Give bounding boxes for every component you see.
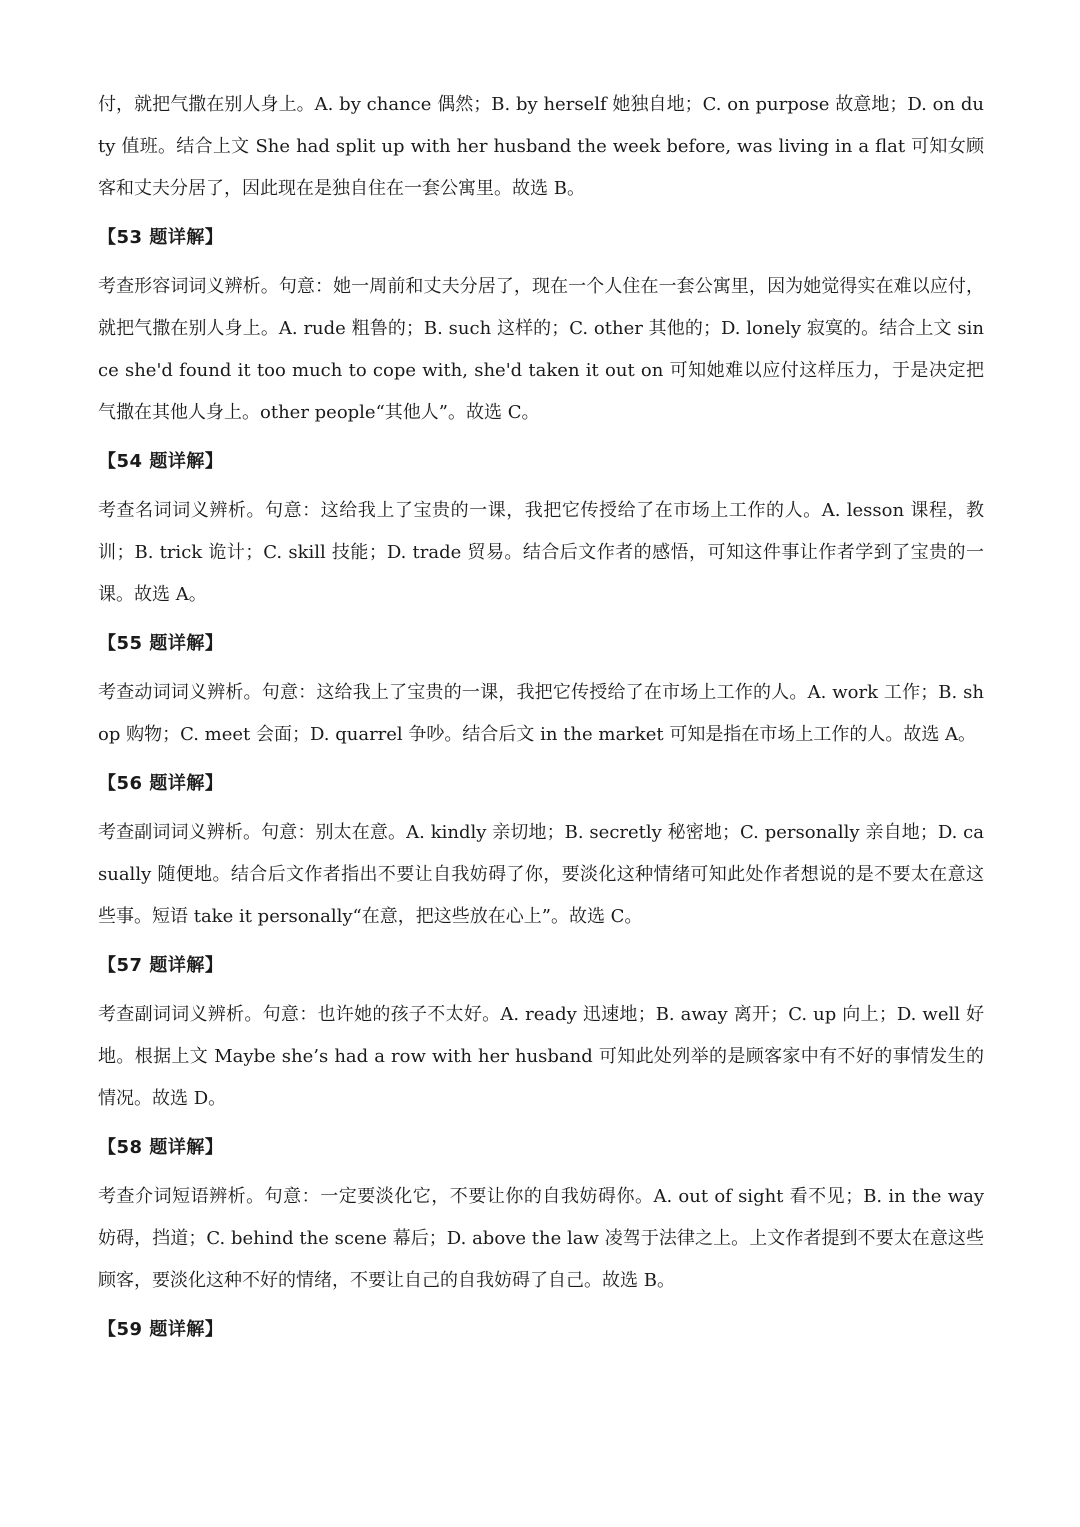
paragraph-57: 考查副词词义辨析。句意：也许她的孩子不太好。A. ready 迅速地；B. away 离开；C. up 向上；D. well 好地。根据上文 Maybe she’s had a row with her husband 可知此处列举的是顾客家中有不好的事情发生的情况。故选 D。 bbox=[98, 1004, 984, 1109]
heading-57: 【57 题详解】 bbox=[98, 955, 224, 976]
paragraph-58: 考查介词短语辨析。句意：一定要淡化它，不要让你的自我妨碍你。A. out of sight 看不见；B. in the way 妨碍，挡道；C. behind the scene 幕后；D. above the law 凌驾于法律之上。上文作者提到不要太在意这些顾客，要淡化这种不好的情绪，不要让自己的自我妨碍了自己。故选 B。 bbox=[98, 1186, 984, 1291]
paragraph-55: 考查动词词义辨析。句意：这给我上了宝贵的一课，我把它传授给了在市场上工作的人。A. work 工作；B. shop 购物；C. meet 会面；D. quarrel 争吵。结合后文 in the market 可知是指在市场上工作的人。故选 A。 bbox=[98, 682, 984, 745]
paragraph-52-continuation: 付，就把气撒在别人身上。A. by chance 偶然；B. by herself 她独自地；C. on purpose 故意地；D. on duty 值班。结合上文 She had split up with her husband the week before, was living in a flat 可知女顾客和丈夫分居了，因此现在是独自住在一套公寓里。故选 B。 bbox=[98, 94, 984, 199]
paragraph-54: 考查名词词义辨析。句意：这给我上了宝贵的一课，我把它传授给了在市场上工作的人。A. lesson 课程，教训；B. trick 诡计；C. skill 技能；D. trade 贸易。结合后文作者的感悟，可知这件事让作者学到了宝贵的一课。故选 A。 bbox=[98, 500, 984, 605]
heading-59: 【59 题详解】 bbox=[98, 1319, 224, 1340]
heading-55: 【55 题详解】 bbox=[98, 633, 224, 654]
paragraph-53: 考查形容词词义辨析。句意：她一周前和丈夫分居了，现在一个人住在一套公寓里，因为她觉得实在难以应付，就把气撒在别人身上。A. rude 粗鲁的；B. such 这样的；C. other 其他的；D. lonely 寂寞的。结合上文 since she'd found it too much to cope with, she'd taken it out on 可知她难以应付这样压力，于是决定把气撒在其他人身上。other people“其他人”。故选 C。 bbox=[98, 276, 984, 423]
heading-53: 【53 题详解】 bbox=[98, 227, 224, 248]
heading-54: 【54 题详解】 bbox=[98, 451, 224, 472]
heading-58: 【58 题详解】 bbox=[98, 1137, 224, 1158]
paragraph-56: 考查副词词义辨析。句意：别太在意。A. kindly 亲切地；B. secretly 秘密地；C. personally 亲自地；D. casually 随便地。结合后文作者指出不要让自我妨碍了你，要淡化这种情绪可知此处作者想说的是不要太在意这些事。短语 take it personally“在意，把这些放在心上”。故选 C。 bbox=[98, 822, 984, 927]
document-page bbox=[98, 84, 984, 1358]
heading-56: 【56 题详解】 bbox=[98, 773, 224, 794]
